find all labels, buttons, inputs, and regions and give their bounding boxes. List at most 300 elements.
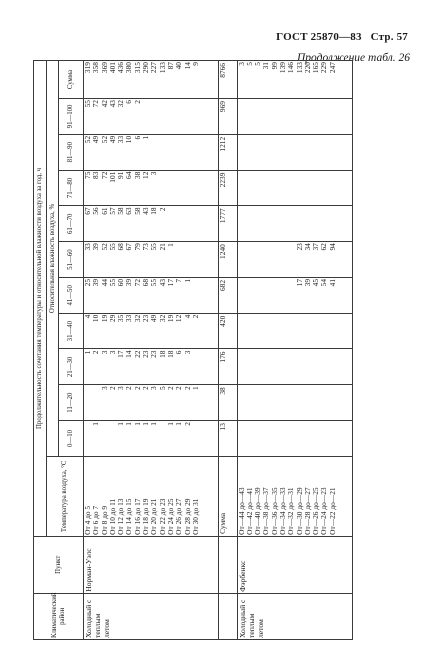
hours-value: 3	[107, 350, 117, 355]
hours-value	[320, 100, 328, 133]
hours-value	[246, 136, 254, 169]
hours-value: 7	[174, 278, 184, 283]
temperature-range: От 4 до 5	[83, 505, 92, 535]
standard-number: ГОСТ 25870—83	[276, 31, 362, 43]
hours-value: 19	[165, 314, 175, 323]
hours-value	[262, 136, 270, 169]
hours-value: 79	[132, 243, 142, 251]
hours-value	[254, 136, 262, 169]
hours-value	[271, 351, 279, 384]
hours-value: 99	[269, 62, 279, 70]
hours-value: 5	[253, 62, 263, 66]
temperature-range: От—36 до—35	[269, 487, 279, 535]
hours-value	[320, 386, 328, 419]
hours-value: 61	[99, 207, 109, 215]
temperature-range: От—22 до—21	[327, 487, 337, 535]
hours-value: 227	[149, 62, 159, 74]
temperature-range: От 22 до 23	[157, 498, 167, 535]
hours-value: 23	[294, 243, 304, 251]
sum-row	[218, 61, 237, 640]
hours-value	[159, 172, 167, 205]
header-humidity-range: 51—60	[59, 242, 84, 278]
hours-value	[320, 351, 328, 384]
hours-value: 1	[174, 422, 184, 426]
hours-value	[312, 315, 320, 348]
hours-value	[320, 172, 328, 205]
hours-value: 34	[302, 243, 312, 251]
hours-value: 2	[182, 386, 192, 390]
hours-column-cell	[237, 170, 352, 206]
sum-value: 13	[218, 421, 237, 457]
hours-value: 52	[99, 135, 109, 144]
hours-value	[254, 315, 262, 348]
hours-value: 290	[141, 62, 151, 74]
hours-value: 23	[141, 350, 151, 358]
hours-value	[167, 207, 175, 240]
hours-value: 23	[149, 350, 159, 358]
hours-value	[320, 422, 328, 455]
hours-value	[184, 172, 192, 205]
hours-value	[109, 422, 117, 455]
hours-value	[159, 422, 167, 455]
hours-value: 3	[149, 386, 159, 390]
hours-value: 18	[165, 350, 175, 358]
hours-value	[304, 172, 312, 205]
hours-value	[329, 172, 337, 205]
hours-value	[329, 351, 337, 384]
hours-value: 41	[327, 278, 337, 287]
hours-value	[175, 207, 183, 240]
hours-column-cell	[237, 385, 352, 421]
header-climate: Климатический район	[34, 593, 84, 639]
hours-value: 43	[141, 207, 151, 215]
sum-value: 1212	[218, 134, 237, 170]
hours-value: 32	[132, 314, 142, 323]
hours-value	[312, 136, 320, 169]
hours-value: 14	[182, 62, 192, 70]
temperature-range: От—42 до—41	[244, 487, 254, 535]
hours-value	[150, 100, 158, 133]
hours-value: 2	[91, 350, 101, 355]
hours-value: 35	[116, 314, 126, 323]
header-humidity-range: 11—20	[59, 385, 84, 421]
header-humidity-range: 71—80	[59, 170, 84, 206]
hours-value: 22	[132, 350, 142, 358]
hours-column-cell	[84, 99, 219, 135]
hours-value	[184, 136, 192, 169]
hours-value	[296, 422, 304, 455]
hours-value	[254, 172, 262, 205]
hours-value	[101, 422, 109, 455]
hours-value	[262, 386, 270, 419]
page-label: Стр. 57	[370, 31, 408, 43]
hours-value: 2	[124, 386, 134, 390]
hours-value: 55	[83, 100, 92, 108]
hours-value: 43	[107, 100, 117, 108]
temperature-range: От 14 до 15	[124, 498, 134, 535]
hours-value	[271, 279, 279, 312]
hours-value	[271, 100, 279, 133]
hours-value: 54	[319, 278, 329, 287]
hours-value: 12	[141, 171, 151, 179]
hours-value: 146	[286, 62, 296, 74]
hours-value: 62	[319, 243, 329, 251]
temperature-range: От—44 до—43	[236, 487, 246, 535]
hours-column-cell	[84, 170, 219, 206]
table-row	[237, 61, 352, 640]
temperature-range: От 26 до 27	[174, 498, 184, 535]
climate-zone-cell: Холодный с теплым летом	[84, 593, 219, 639]
hours-value	[167, 136, 175, 169]
hours-value: 5	[157, 386, 167, 390]
hours-value: 6	[124, 100, 134, 104]
hours-value: 68	[116, 243, 126, 251]
hours-value: 6	[132, 135, 142, 140]
hours-value	[296, 100, 304, 133]
hours-column-cell	[237, 349, 352, 385]
hours-value	[304, 386, 312, 419]
hours-value	[262, 172, 270, 205]
hours-value	[192, 136, 200, 169]
header-humidity-range: 31—40	[59, 313, 84, 349]
hours-value	[175, 172, 183, 205]
hours-value: 2	[174, 386, 184, 390]
hours-value	[175, 136, 183, 169]
sum-empty-cell	[218, 536, 237, 593]
hours-value	[184, 100, 192, 133]
hours-value	[279, 315, 287, 348]
hours-value	[246, 243, 254, 276]
hours-value: 39	[124, 278, 134, 287]
header-station: Пункт	[34, 536, 84, 593]
hours-column-cell	[237, 206, 352, 242]
hours-value	[304, 136, 312, 169]
hours-value: 6	[174, 350, 184, 355]
hours-value: 315	[132, 62, 142, 74]
hours-value	[287, 315, 295, 348]
temperature-range: От—34 до—33	[278, 487, 287, 535]
hours-value: 18	[157, 350, 167, 358]
hours-value: 19	[99, 314, 109, 323]
hours-column-cell	[84, 421, 219, 457]
hours-value	[271, 315, 279, 348]
hours-column-cell	[84, 385, 219, 421]
hours-value: 21	[157, 243, 167, 251]
hours-value: 1	[149, 422, 159, 426]
hours-value	[192, 279, 200, 312]
hours-value: 133	[157, 62, 167, 74]
hours-value	[192, 207, 200, 240]
hours-value	[287, 386, 295, 419]
hours-value: 17	[116, 350, 126, 358]
hours-value: 1	[91, 422, 101, 426]
hours-column-cell	[237, 61, 352, 99]
hours-value: 75	[83, 171, 92, 179]
hours-value: 94	[327, 243, 337, 251]
hours-column-cell	[237, 134, 352, 170]
hours-value: 29	[107, 314, 117, 323]
hours-value	[279, 351, 287, 384]
hours-value	[262, 422, 270, 455]
hours-value: 63	[124, 207, 134, 215]
hours-value: 369	[99, 62, 109, 74]
hours-value: 1	[141, 422, 151, 426]
hours-column-cell	[84, 206, 219, 242]
hours-value	[246, 386, 254, 419]
table-row	[84, 61, 219, 640]
hours-value: 1	[165, 243, 175, 247]
header-humidity-range: 41—50	[59, 277, 84, 313]
temperature-range-cell	[84, 456, 219, 536]
hours-value	[320, 136, 328, 169]
hours-value	[279, 243, 287, 276]
header-humidity-range: 81—90	[59, 134, 84, 170]
hours-value	[262, 279, 270, 312]
temperature-range: От—28 до—27	[302, 487, 312, 535]
hours-value: 4	[182, 314, 192, 319]
hours-column-cell	[237, 277, 352, 313]
hours-value: 38	[132, 171, 142, 179]
hours-value: 33	[83, 243, 92, 251]
hours-value	[175, 243, 183, 276]
hours-value: 436	[116, 62, 126, 74]
hours-value	[312, 422, 320, 455]
hours-value	[246, 100, 254, 133]
hours-value	[238, 243, 246, 276]
hours-value	[320, 207, 328, 240]
hours-value: 380	[124, 62, 134, 74]
hours-value: 43	[157, 278, 167, 287]
hours-value	[262, 243, 270, 276]
hours-value	[238, 172, 246, 205]
hours-value: 31	[261, 62, 271, 70]
hours-value: 25	[83, 278, 92, 287]
hours-value: 83	[91, 171, 101, 179]
hours-value	[304, 351, 312, 384]
hours-value: 44	[99, 278, 109, 287]
hours-value	[184, 243, 192, 276]
hours-value	[167, 172, 175, 205]
hours-value	[304, 100, 312, 133]
hours-value: 3	[236, 62, 246, 66]
hours-value	[312, 100, 320, 133]
hours-value: 49	[107, 135, 117, 144]
hours-value: 1	[182, 278, 192, 283]
temperature-range: От—32 до—31	[286, 487, 296, 535]
temperature-range: От—24 до—23	[319, 487, 329, 535]
hours-value	[238, 279, 246, 312]
station-cell: Норман-Уэлс	[84, 536, 219, 593]
running-head	[270, 31, 408, 43]
hours-value	[238, 422, 246, 455]
hours-value: 2	[132, 100, 142, 104]
hours-value: 358	[91, 62, 101, 74]
hours-value	[279, 279, 287, 312]
hours-value: 91	[116, 171, 126, 179]
hours-value: 58	[116, 207, 126, 215]
hours-value	[175, 100, 183, 133]
hours-value: 3	[182, 350, 192, 355]
hours-value: 101	[107, 171, 117, 183]
hours-value: 1	[124, 422, 134, 426]
hours-value	[329, 207, 337, 240]
temperature-range: От—26 до—25	[311, 487, 321, 535]
sum-value: 1240	[218, 242, 237, 278]
hours-value: 2	[107, 386, 117, 390]
hours-value	[254, 279, 262, 312]
hours-value	[254, 386, 262, 419]
hours-value	[312, 351, 320, 384]
hours-value	[304, 315, 312, 348]
hours-value	[279, 136, 287, 169]
sum-value: 38	[218, 385, 237, 421]
hours-value	[238, 386, 246, 419]
temperature-range: От 10 до 11	[107, 498, 117, 535]
temperature-range: От—38 до—37	[261, 487, 271, 535]
hours-value: 32	[116, 100, 126, 108]
hours-value	[287, 100, 295, 133]
hours-value: 37	[311, 243, 321, 251]
hours-column-cell	[84, 277, 219, 313]
hours-value: 10	[91, 314, 101, 323]
hours-value: 42	[99, 100, 109, 108]
table-continuation-note: Продолжение табл. 26	[297, 52, 410, 64]
hours-value: 1	[116, 422, 126, 426]
hours-value	[238, 351, 246, 384]
hours-value: 73	[141, 243, 151, 251]
header-humidity-range: 91—100	[59, 99, 84, 135]
hours-value: 33	[124, 314, 134, 323]
hours-value	[329, 422, 337, 455]
hours-value: 1	[132, 422, 142, 426]
hours-value	[142, 100, 150, 133]
hours-value	[296, 207, 304, 240]
hours-value	[84, 422, 92, 455]
temperature-range: От 20 до 21	[149, 498, 159, 535]
hours-value: 2	[157, 207, 167, 212]
hours-value	[184, 207, 192, 240]
hours-value	[246, 315, 254, 348]
hours-value: 1	[190, 386, 200, 390]
hours-value	[271, 136, 279, 169]
hours-value	[296, 351, 304, 384]
hours-value: 319	[83, 62, 92, 74]
hours-value: 60	[116, 278, 126, 287]
hours-value: 40	[174, 62, 184, 70]
hours-value: 133	[294, 62, 304, 74]
hours-value	[279, 386, 287, 419]
hours-value: 12	[174, 314, 184, 323]
hours-value: 55	[107, 278, 117, 287]
sum-value: 969	[218, 99, 237, 135]
temperature-range: От 30 до 31	[190, 498, 200, 535]
hours-value: 18	[149, 207, 159, 215]
hours-column-cell	[237, 421, 352, 457]
hours-value: 33	[116, 135, 126, 144]
hours-column-cell	[84, 242, 219, 278]
hours-value	[279, 172, 287, 205]
hours-value: 10	[124, 135, 134, 144]
temperature-range: От 18 до 19	[141, 498, 151, 535]
hours-value	[287, 207, 295, 240]
hours-value	[238, 315, 246, 348]
station-cell: Фэрбенкс	[237, 536, 352, 593]
hours-value	[254, 207, 262, 240]
hours-value: 72	[132, 278, 142, 287]
hours-value: 2	[182, 422, 192, 426]
hours-value	[150, 136, 158, 169]
hours-value	[192, 100, 200, 133]
sum-value: 176	[218, 349, 237, 385]
hours-value	[271, 207, 279, 240]
hours-value: 52	[99, 243, 109, 251]
hours-value: 67	[83, 207, 92, 215]
hours-value	[279, 207, 287, 240]
hours-value	[246, 279, 254, 312]
hours-value	[262, 315, 270, 348]
header-humidity: Относительная влажность воздуха, %	[47, 61, 59, 457]
header-temperature: Температура воздуха, °С	[47, 456, 84, 536]
hours-value: 3	[99, 386, 109, 390]
temperature-range: От 8 до 9	[99, 505, 109, 535]
hours-value	[304, 422, 312, 455]
hours-column-cell	[84, 134, 219, 170]
hours-value	[238, 100, 246, 133]
hours-value	[329, 100, 337, 133]
sum-value: 420	[218, 313, 237, 349]
hours-value: 55	[149, 243, 159, 251]
hours-column-cell	[84, 349, 219, 385]
hours-value: 55	[107, 243, 117, 251]
hours-value: 52	[83, 135, 92, 144]
hours-value: 1	[83, 350, 92, 355]
header-humidity-range: Сумма	[59, 61, 84, 99]
temperature-range: От—30 до—29	[294, 487, 304, 535]
hours-column-cell	[237, 99, 352, 135]
hours-column-cell	[84, 61, 219, 99]
hours-value	[254, 243, 262, 276]
hours-value: 68	[141, 278, 151, 287]
hours-value	[192, 243, 200, 276]
temperature-range: От 28 до 29	[182, 498, 192, 535]
hours-value	[246, 207, 254, 240]
header-humidity-range: 0—10	[59, 421, 84, 457]
hours-value	[192, 422, 200, 455]
hours-value: 64	[124, 171, 134, 179]
hours-value	[296, 136, 304, 169]
hours-value	[262, 100, 270, 133]
hours-value: 1	[165, 422, 175, 426]
humidity-temperature-table	[33, 60, 353, 640]
hours-value: 57	[107, 207, 117, 215]
hours-column-cell	[84, 313, 219, 349]
hours-value: 5	[244, 62, 254, 66]
temperature-range: От 24 до 25	[165, 498, 175, 535]
header-humidity-range: 21—30	[59, 349, 84, 385]
hours-value: 3	[116, 386, 126, 390]
hours-value	[287, 136, 295, 169]
hours-value: 67	[124, 243, 134, 251]
hours-value: 39	[302, 278, 312, 287]
temperature-range: От 12 до 13	[116, 498, 126, 535]
hours-value	[296, 386, 304, 419]
hours-value: 401	[107, 62, 117, 74]
hours-value: 87	[165, 62, 175, 70]
hours-value	[262, 207, 270, 240]
hours-value: 165	[311, 62, 321, 74]
hours-value	[92, 386, 100, 419]
hours-value	[238, 136, 246, 169]
